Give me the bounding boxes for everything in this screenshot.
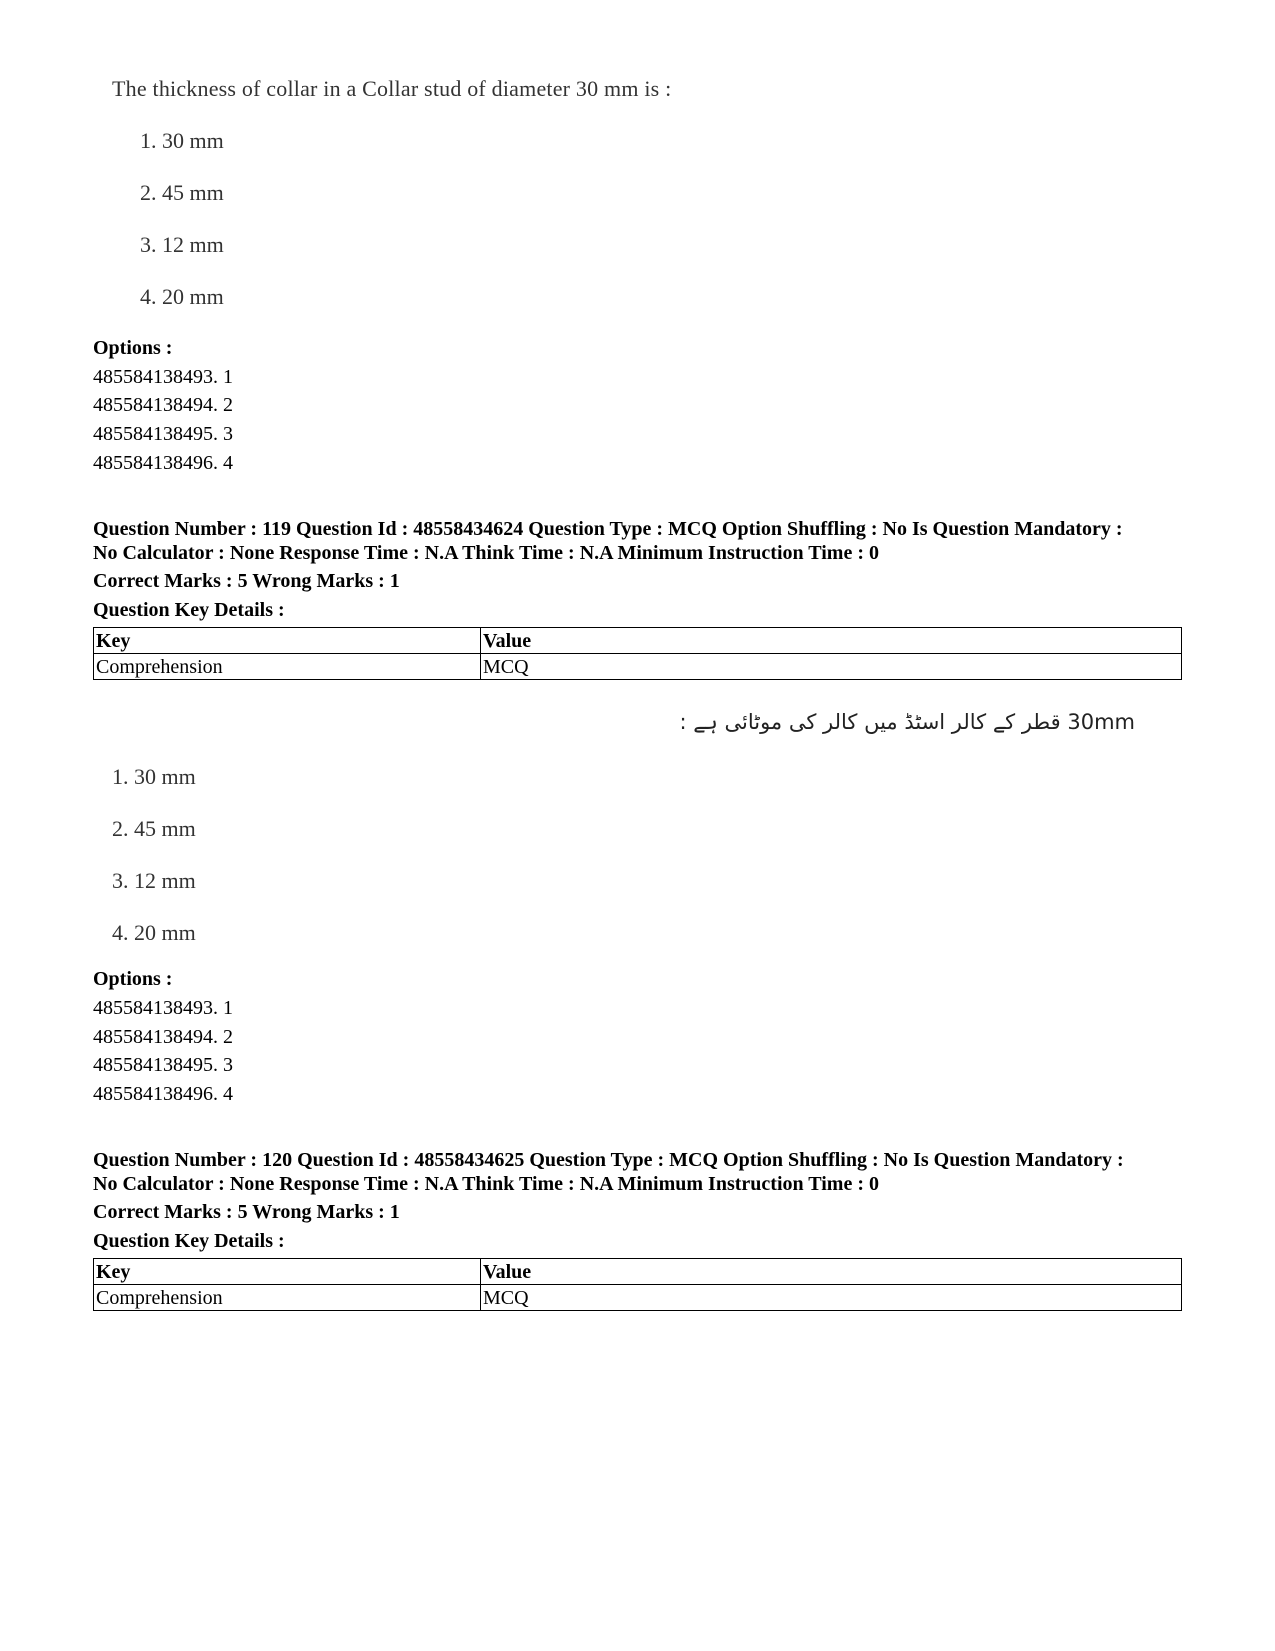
question-choice: 1. 30 mm	[112, 764, 196, 789]
question-meta-line: No Calculator : None Response Time : N.A Think Time : N.A Minimum Instruction Time : 0	[93, 1173, 879, 1195]
question-stem-urdu: 30mm قطر کے کالر اسٹڈ میں کالر کی موٹائی ہے :	[679, 710, 1135, 734]
table-cell-key: Comprehension	[94, 1285, 481, 1311]
key-details-label: Question Key Details :	[93, 1230, 285, 1252]
question-choice: 1. 30 mm	[140, 128, 224, 153]
table-header-row	[94, 628, 1182, 654]
question-stem: The thickness of collar in a Collar stud of diameter 30 mm is :	[112, 76, 672, 101]
question-meta-line: Question Number : 119 Question Id : 48558434624 Question Type : MCQ Option Shuffling : No Is Question Mandatory :	[93, 518, 1123, 540]
table-header-value: Value	[481, 1259, 1182, 1285]
option-id-line: 485584138494. 2	[93, 394, 233, 416]
question-choice: 4. 20 mm	[112, 920, 196, 945]
option-id-line: 485584138496. 4	[93, 452, 233, 474]
option-id-line: 485584138493. 1	[93, 997, 233, 1019]
key-details-label: Question Key Details :	[93, 599, 285, 621]
table-cell-value: MCQ	[481, 1285, 1182, 1311]
option-id-line: 485584138495. 3	[93, 423, 233, 445]
options-label: Options :	[93, 968, 173, 990]
question-choice: 3. 12 mm	[140, 232, 224, 257]
table-cell-key: Comprehension	[94, 654, 481, 680]
option-id-line: 485584138495. 3	[93, 1054, 233, 1076]
table-row	[94, 654, 1182, 680]
option-id-line: 485584138496. 4	[93, 1083, 233, 1105]
option-id-line: 485584138494. 2	[93, 1026, 233, 1048]
table-row	[94, 1285, 1182, 1311]
table-header-row	[94, 1259, 1182, 1285]
key-details-table	[93, 627, 1182, 680]
question-choice: 2. 45 mm	[140, 180, 224, 205]
table-header-key: Key	[94, 628, 481, 654]
marks-line: Correct Marks : 5 Wrong Marks : 1	[93, 570, 400, 592]
question-choice: 4. 20 mm	[140, 284, 224, 309]
question-meta-line: No Calculator : None Response Time : N.A Think Time : N.A Minimum Instruction Time : 0	[93, 542, 879, 564]
table-header-key: Key	[94, 1259, 481, 1285]
marks-line: Correct Marks : 5 Wrong Marks : 1	[93, 1201, 400, 1223]
options-label: Options :	[93, 337, 173, 359]
key-details-table	[93, 1258, 1182, 1311]
question-choice: 3. 12 mm	[112, 868, 196, 893]
question-choice: 2. 45 mm	[112, 816, 196, 841]
option-id-line: 485584138493. 1	[93, 366, 233, 388]
question-meta-line: Question Number : 120 Question Id : 48558434625 Question Type : MCQ Option Shuffling : No Is Question Mandatory :	[93, 1149, 1124, 1171]
table-cell-value: MCQ	[481, 654, 1182, 680]
table-header-value: Value	[481, 628, 1182, 654]
